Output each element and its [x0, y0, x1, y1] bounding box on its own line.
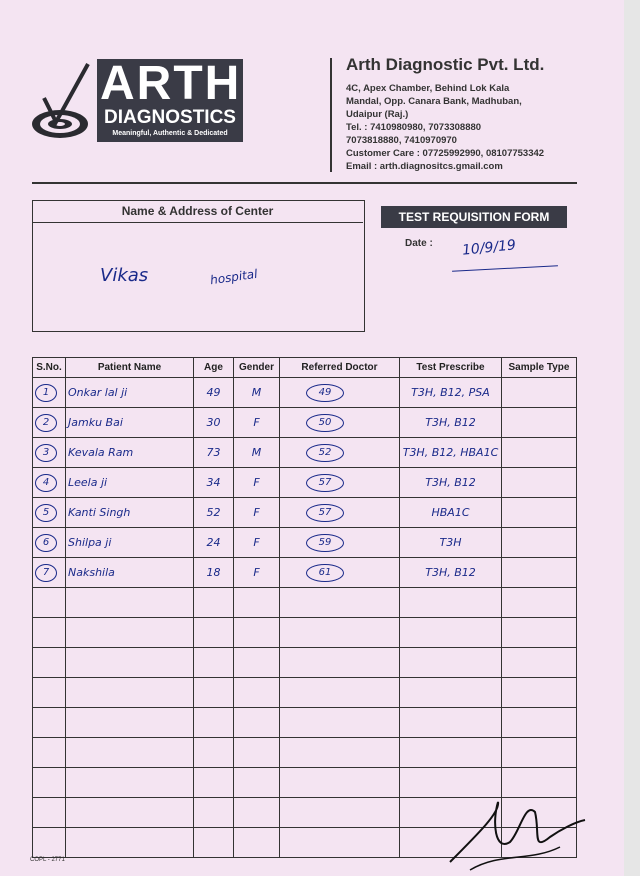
date-label: Date : — [405, 238, 433, 249]
empty-cell — [33, 798, 66, 828]
empty-cell — [400, 708, 502, 738]
referred-doctor-code: 57 — [306, 504, 344, 522]
empty-cell — [66, 798, 194, 828]
table-cell: F — [234, 468, 280, 498]
table-cell: F — [234, 528, 280, 558]
empty-cell — [502, 588, 577, 618]
table-cell: HBA1C — [400, 498, 502, 528]
table-cell: 30 — [194, 408, 234, 438]
empty-cell — [234, 798, 280, 828]
company-address: 4C, Apex Chamber, Behind Lok Kala Mandal, Opp. Canara Bank, Madhuban, Udaipur (Raj.) Tel. : 7410980980, 7073308880 7073818880, 7410970970 Customer Care : 07725992990, 08107753342 Email : arth.diagnositcs.gmail.com — [346, 83, 545, 172]
table-cell: Jamku Bai — [66, 408, 194, 438]
column-header: Gender — [234, 358, 280, 378]
table-cell — [280, 528, 400, 558]
referred-doctor-code: 52 — [306, 444, 344, 462]
header-rule — [32, 182, 577, 184]
signature-mark — [440, 792, 590, 876]
column-header: Age — [194, 358, 234, 378]
form-title: TEST REQUISITION FORM — [381, 206, 567, 228]
empty-cell — [280, 828, 400, 858]
empty-cell — [502, 738, 577, 768]
table-cell: 18 — [194, 558, 234, 588]
company-name: Arth Diagnostic Pvt. Ltd. — [346, 55, 545, 74]
logo-sub-text: DIAGNOSTICS — [104, 107, 236, 128]
serial-number: 4 — [35, 474, 57, 492]
table-cell: T3H — [400, 528, 502, 558]
empty-cell — [194, 588, 234, 618]
table-cell: Shilpa ji — [66, 528, 194, 558]
table-cell: 49 — [194, 378, 234, 408]
center-handwritten-type: hospital — [209, 266, 259, 288]
empty-cell — [194, 798, 234, 828]
empty-cell — [33, 618, 66, 648]
empty-cell — [194, 738, 234, 768]
referred-doctor-code: 50 — [306, 414, 344, 432]
empty-cell — [194, 618, 234, 648]
empty-cell — [66, 648, 194, 678]
table-cell — [502, 498, 577, 528]
table-row — [33, 378, 577, 408]
table-cell — [280, 408, 400, 438]
empty-cell — [400, 678, 502, 708]
empty-cell — [66, 588, 194, 618]
empty-cell — [66, 828, 194, 858]
table-cell: Nakshila — [66, 558, 194, 588]
patient-table — [32, 357, 577, 858]
empty-cell — [400, 648, 502, 678]
table-row — [33, 408, 577, 438]
empty-cell — [234, 738, 280, 768]
table-cell — [33, 378, 66, 408]
empty-cell — [234, 768, 280, 798]
empty-cell — [234, 648, 280, 678]
empty-cell — [33, 588, 66, 618]
empty-cell — [234, 588, 280, 618]
empty-cell — [33, 738, 66, 768]
target-check-logo-icon — [30, 60, 96, 144]
table-cell: 24 — [194, 528, 234, 558]
center-handwritten-name: Vikas — [100, 265, 149, 286]
table-cell: Kanti Singh — [66, 498, 194, 528]
referred-doctor-code: 61 — [306, 564, 344, 582]
empty-cell — [194, 828, 234, 858]
table-cell: F — [234, 558, 280, 588]
table-row — [33, 498, 577, 528]
empty-cell — [33, 648, 66, 678]
table-cell — [33, 498, 66, 528]
form-code: COPL - 2771 — [30, 857, 65, 863]
empty-cell — [194, 678, 234, 708]
table-row — [33, 468, 577, 498]
table-cell — [33, 408, 66, 438]
empty-cell — [33, 678, 66, 708]
referred-doctor-code: 49 — [306, 384, 344, 402]
empty-cell — [280, 708, 400, 738]
table-cell: Leela ji — [66, 468, 194, 498]
table-cell: 73 — [194, 438, 234, 468]
serial-number: 2 — [35, 414, 57, 432]
empty-cell — [194, 708, 234, 738]
column-header: Sample Type — [502, 358, 577, 378]
empty-cell — [280, 588, 400, 618]
empty-cell — [66, 678, 194, 708]
referred-doctor-code: 57 — [306, 474, 344, 492]
serial-number: 7 — [35, 564, 57, 582]
table-cell: 34 — [194, 468, 234, 498]
table-cell: F — [234, 498, 280, 528]
empty-cell — [400, 738, 502, 768]
serial-number: 5 — [35, 504, 57, 522]
empty-cell — [502, 708, 577, 738]
empty-cell — [234, 678, 280, 708]
empty-row — [33, 708, 577, 738]
table-cell: M — [234, 378, 280, 408]
table-cell — [502, 438, 577, 468]
center-address-title: Name & Address of Center — [32, 200, 363, 223]
empty-row — [33, 618, 577, 648]
table-cell — [502, 528, 577, 558]
empty-cell — [280, 738, 400, 768]
empty-cell — [33, 708, 66, 738]
serial-number: 6 — [35, 534, 57, 552]
empty-cell — [400, 618, 502, 648]
serial-number: 1 — [35, 384, 57, 402]
table-cell — [280, 378, 400, 408]
empty-cell — [502, 618, 577, 648]
empty-cell — [194, 648, 234, 678]
empty-cell — [400, 588, 502, 618]
date-value: 10/9/19 — [461, 237, 517, 259]
logo-main-text: ARTH — [100, 57, 242, 110]
table-row — [33, 438, 577, 468]
empty-cell — [66, 618, 194, 648]
referred-doctor-code: 59 — [306, 534, 344, 552]
table-cell — [33, 468, 66, 498]
logo-tagline: Meaningful, Authentic & Dedicated — [112, 130, 228, 137]
empty-cell — [502, 678, 577, 708]
empty-row — [33, 588, 577, 618]
empty-cell — [66, 738, 194, 768]
table-cell — [280, 498, 400, 528]
empty-cell — [280, 618, 400, 648]
table-cell: T3H, B12 — [400, 468, 502, 498]
table-cell: T3H, B12, HBA1C — [400, 438, 502, 468]
table-cell — [33, 528, 66, 558]
empty-cell — [280, 648, 400, 678]
empty-cell — [194, 768, 234, 798]
table-cell: F — [234, 408, 280, 438]
empty-cell — [280, 678, 400, 708]
column-header: Patient Name — [66, 358, 194, 378]
table-cell: 52 — [194, 498, 234, 528]
empty-cell — [234, 618, 280, 648]
empty-row — [33, 738, 577, 768]
table-cell — [280, 468, 400, 498]
empty-cell — [234, 828, 280, 858]
table-cell: T3H, B12 — [400, 558, 502, 588]
table-cell: M — [234, 438, 280, 468]
column-header: Referred Doctor — [280, 358, 400, 378]
empty-cell — [280, 798, 400, 828]
table-cell — [33, 438, 66, 468]
empty-cell — [33, 768, 66, 798]
table-row — [33, 528, 577, 558]
table-cell — [280, 438, 400, 468]
table-header-row — [33, 358, 577, 378]
table-cell: T3H, B12 — [400, 408, 502, 438]
table-cell — [280, 558, 400, 588]
serial-number: 3 — [35, 444, 57, 462]
scan-edge — [624, 0, 640, 876]
column-header: Test Prescribe — [400, 358, 502, 378]
empty-cell — [33, 828, 66, 858]
empty-cell — [66, 708, 194, 738]
empty-cell — [66, 768, 194, 798]
date-underline — [452, 265, 558, 272]
table-cell — [502, 468, 577, 498]
table-cell — [33, 558, 66, 588]
table-row — [33, 558, 577, 588]
column-header: S.No. — [33, 358, 66, 378]
empty-cell — [280, 768, 400, 798]
empty-row — [33, 678, 577, 708]
empty-row — [33, 648, 577, 678]
table-cell — [502, 378, 577, 408]
empty-cell — [234, 708, 280, 738]
table-cell: Onkar lal ji — [66, 378, 194, 408]
table-cell: T3H, B12, PSA — [400, 378, 502, 408]
empty-cell — [502, 648, 577, 678]
header-divider — [330, 58, 332, 172]
table-cell — [502, 408, 577, 438]
table-cell — [502, 558, 577, 588]
table-cell: Kevala Ram — [66, 438, 194, 468]
